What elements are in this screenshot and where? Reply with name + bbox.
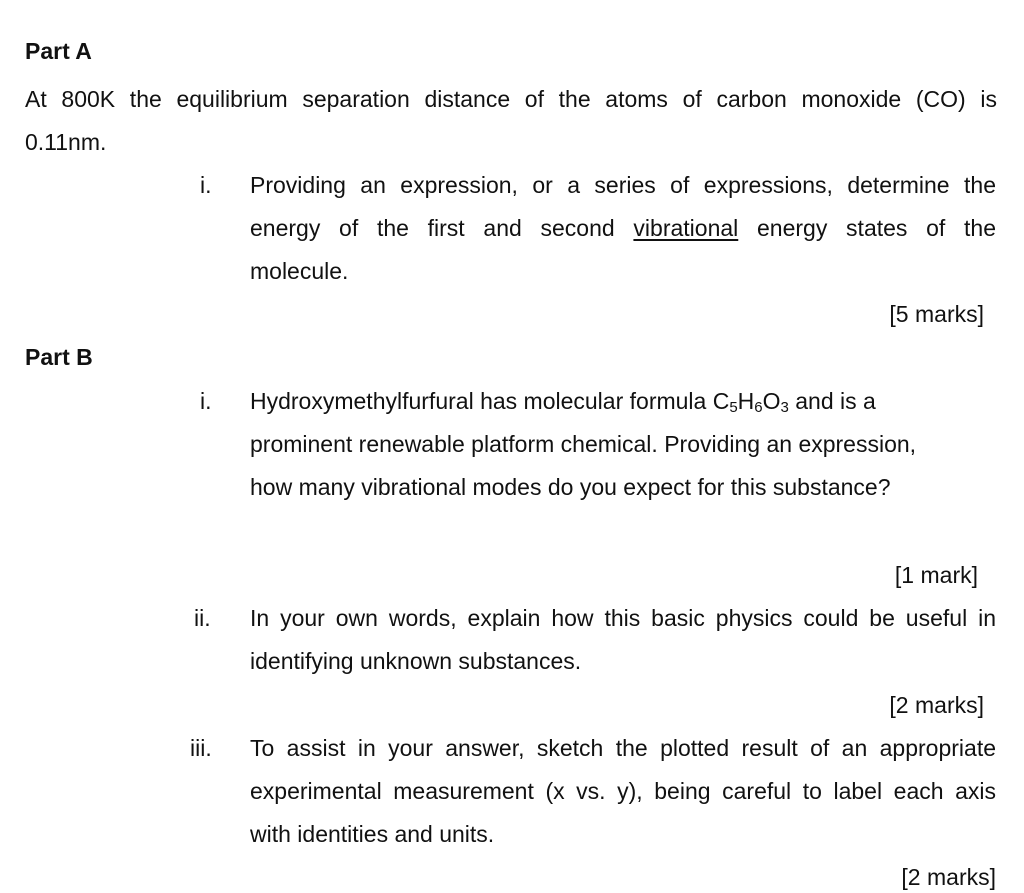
part-a-intro-line1: At 800K the equilibrium separation distance of the atoms of carbon monoxide (CO) is bbox=[25, 86, 997, 112]
part-b-question-i-numeral: i. bbox=[200, 388, 212, 414]
part-a-question-i-line2 bbox=[250, 215, 996, 242]
formula-h: H bbox=[737, 388, 755, 414]
part-b-question-iii-numeral: iii. bbox=[190, 735, 212, 761]
part-a-question-i-line1: Providing an expression, or a series of expressions, determine the bbox=[250, 172, 996, 198]
part-a-question-i-numeral: i. bbox=[200, 172, 212, 198]
part-a-question-i-marks: [5 marks] bbox=[889, 301, 984, 327]
part-b-question-iii-line1: To assist in your answer, sketch the plotted result of an appropriate bbox=[250, 735, 996, 761]
part-a-heading: Part A bbox=[25, 38, 92, 64]
part-b-question-ii-line1: In your own words, explain how this basic physics could be useful in bbox=[250, 605, 996, 631]
part-a-question-i-line2-pre: energy of the first and second bbox=[250, 215, 615, 241]
part-b-question-i-line2: prominent renewable platform chemical. Providing an expression, bbox=[250, 431, 917, 457]
part-b-question-i-marks: [1 mark] bbox=[894, 562, 978, 588]
part-b-question-iii-marks: [2 marks] bbox=[901, 864, 996, 890]
formula-prefix-text: Hydroxymethylfurfural has molecular formula C bbox=[250, 388, 730, 414]
part-a-question-i-line2-post: energy states of the bbox=[757, 215, 997, 241]
part-b-heading: Part B bbox=[25, 344, 93, 370]
part-b-question-ii-numeral: ii. bbox=[194, 605, 211, 631]
formula-subscript-h: 6 bbox=[754, 399, 763, 416]
part-b-question-i-line1 bbox=[250, 388, 876, 415]
part-a-question-i-line3: molecule. bbox=[250, 258, 349, 284]
formula-suffix-text: and is a bbox=[788, 388, 876, 414]
part-b-question-i-line3: how many vibrational modes do you expect for this substance? bbox=[250, 474, 891, 500]
part-b-question-iii-line2: experimental measurement (x vs. y), being careful to label each axis bbox=[250, 778, 996, 804]
part-b-question-ii-line2: identifying unknown substances. bbox=[250, 648, 582, 674]
formula-o: O bbox=[762, 388, 781, 414]
part-b-question-iii-line3: with identities and units. bbox=[250, 821, 495, 847]
formula-subscript-c: 5 bbox=[729, 399, 738, 416]
part-a-intro-line2: 0.11nm. bbox=[25, 129, 107, 155]
part-b-question-ii-marks: [2 marks] bbox=[889, 692, 984, 718]
formula-subscript-o: 3 bbox=[780, 399, 789, 416]
vibrational-underlined-word: vibrational bbox=[633, 215, 739, 241]
